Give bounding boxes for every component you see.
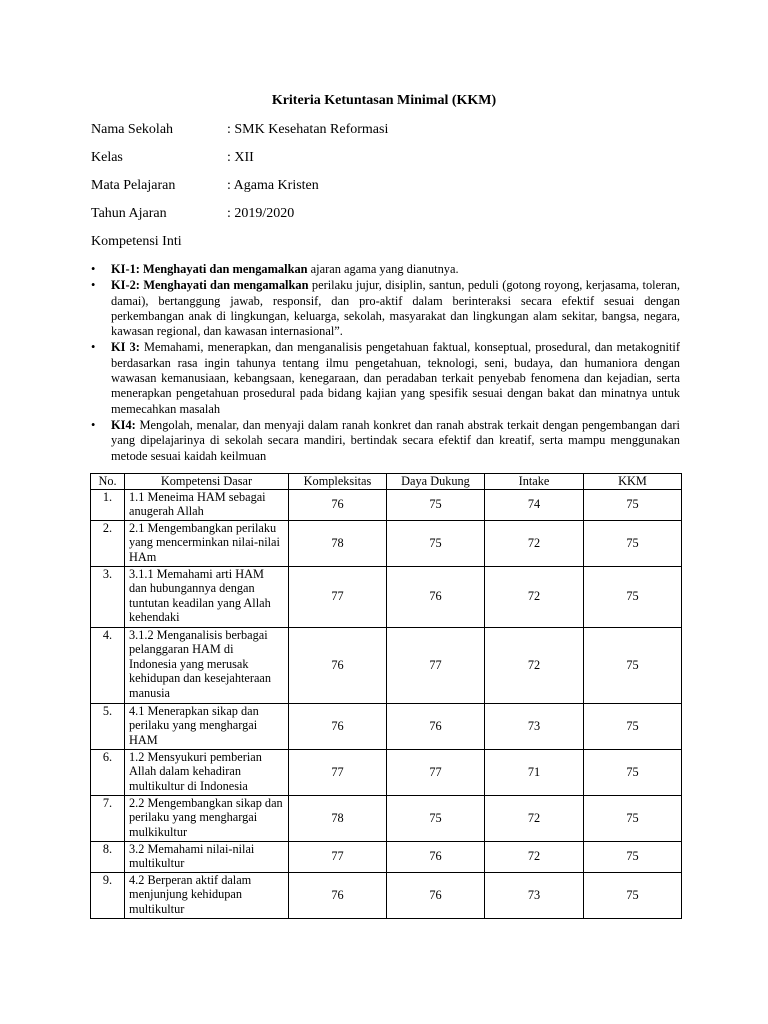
cell-intake: 71 bbox=[485, 749, 584, 795]
cell-daya-dukung: 76 bbox=[387, 566, 485, 627]
cell-kompetensi-dasar: 3.1.1 Memahami arti HAM dan hubungannya dengan tuntutan keadilan yang Allah kehendaki bbox=[125, 566, 289, 627]
ki-item-4 bbox=[91, 418, 680, 464]
header-intake: Intake bbox=[485, 474, 584, 490]
ki-heading: Kompetensi Inti bbox=[91, 234, 182, 249]
info-label: Tahun Ajaran bbox=[91, 206, 167, 221]
document-title: Kriteria Ketuntasan Minimal (KKM) bbox=[271, 93, 497, 108]
cell-no: 2. bbox=[91, 520, 125, 566]
cell-daya-dukung: 77 bbox=[387, 749, 485, 795]
ki-text: perilaku jujur, disiplin, santun, peduli (gotong royong, kerjasama, toleran, damai), bertanggung jawab, responsif, dan pro-aktif dalam berinteraksi secara efektif sesuai dengan perkembangan anak di lingkungan, keluarga, sekolah, masyarakat dan lingkungan alam sekitar, bangsa, negara, kawasan regional, dan kawasan internasional”. bbox=[111, 278, 680, 339]
cell-kompleksitas: 76 bbox=[289, 489, 387, 520]
cell-intake: 74 bbox=[485, 489, 584, 520]
cell-kkm: 75 bbox=[584, 872, 682, 918]
cell-kompetensi-dasar: 3.2 Memahami nilai-nilai multikultur bbox=[125, 841, 289, 872]
ki-label: KI-1: Menghayati dan mengamalkan bbox=[111, 262, 308, 276]
table-row bbox=[91, 749, 682, 795]
cell-kkm: 75 bbox=[584, 627, 682, 703]
cell-daya-dukung: 75 bbox=[387, 795, 485, 841]
cell-daya-dukung: 76 bbox=[387, 872, 485, 918]
ki-label: KI-2: Menghayati dan mengamalkan bbox=[111, 278, 309, 293]
cell-no: 3. bbox=[91, 566, 125, 627]
header-no: No. bbox=[91, 474, 125, 490]
cell-kkm: 75 bbox=[584, 703, 682, 749]
header-kompetensi-dasar: Kompetensi Dasar bbox=[125, 474, 289, 490]
cell-kkm: 75 bbox=[584, 841, 682, 872]
table-header-row bbox=[91, 474, 682, 490]
cell-kompleksitas: 76 bbox=[289, 703, 387, 749]
info-value: : Agama Kristen bbox=[227, 178, 319, 193]
header-daya-dukung: Daya Dukung bbox=[387, 474, 485, 490]
cell-kompetensi-dasar: 4.2 Berperan aktif dalam menjunjung kehidupan multikultur bbox=[125, 872, 289, 918]
cell-kompleksitas: 78 bbox=[289, 520, 387, 566]
cell-daya-dukung: 75 bbox=[387, 520, 485, 566]
cell-kkm: 75 bbox=[584, 749, 682, 795]
cell-intake: 72 bbox=[485, 841, 584, 872]
cell-kompetensi-dasar: 2.2 Mengembangkan sikap dan perilaku yang menghargai mulkikultur bbox=[125, 795, 289, 841]
cell-intake: 72 bbox=[485, 795, 584, 841]
bullet: • bbox=[91, 417, 96, 432]
cell-no: 7. bbox=[91, 795, 125, 841]
ki-item-1 bbox=[91, 262, 680, 277]
cell-kompleksitas: 77 bbox=[289, 749, 387, 795]
cell-no: 6. bbox=[91, 749, 125, 795]
info-value: : 2019/2020 bbox=[227, 206, 295, 221]
cell-kompetensi-dasar: 3.1.2 Menganalisis berbagai pelanggaran HAM di Indonesia yang merusak kehidupan dan kesejahteraan manusia bbox=[125, 627, 289, 703]
cell-kkm: 75 bbox=[584, 489, 682, 520]
cell-intake: 73 bbox=[485, 872, 584, 918]
cell-no: 1. bbox=[91, 489, 125, 520]
cell-intake: 73 bbox=[485, 703, 584, 749]
info-label: Mata Pelajaran bbox=[91, 178, 176, 193]
ki-item-2 bbox=[91, 278, 680, 339]
cell-intake: 72 bbox=[485, 520, 584, 566]
kkm-table bbox=[90, 473, 682, 919]
ki-text: Mengolah, menalar, dan menyaji dalam ranah konkret dan ranah abstrak terkait dengan pengembangan dari yang dipelajarinya di sekolah secara mandiri, bertindak secara efektif dan kreatif, serta mampu menggunakan metode sesuai kaidah keilmuan bbox=[111, 417, 680, 463]
cell-kkm: 75 bbox=[584, 520, 682, 566]
ki-list bbox=[91, 262, 680, 465]
cell-no: 5. bbox=[91, 703, 125, 749]
table-row bbox=[91, 520, 682, 566]
cell-kompleksitas: 76 bbox=[289, 872, 387, 918]
table-row bbox=[91, 627, 682, 703]
cell-kompleksitas: 76 bbox=[289, 627, 387, 703]
cell-kompetensi-dasar: 4.1 Menerapkan sikap dan perilaku yang menghargai HAM bbox=[125, 703, 289, 749]
bullet: • bbox=[91, 262, 96, 276]
cell-daya-dukung: 76 bbox=[387, 703, 485, 749]
cell-intake: 72 bbox=[485, 566, 584, 627]
cell-daya-dukung: 76 bbox=[387, 841, 485, 872]
info-value: : XII bbox=[227, 150, 254, 165]
header-kompleksitas: Kompleksitas bbox=[289, 474, 387, 490]
table-row bbox=[91, 841, 682, 872]
ki-label: KI4: bbox=[111, 417, 136, 432]
bullet: • bbox=[91, 278, 96, 293]
table-row bbox=[91, 795, 682, 841]
ki-text: ajaran agama yang dianutnya. bbox=[307, 262, 459, 276]
cell-kompleksitas: 77 bbox=[289, 566, 387, 627]
cell-kkm: 75 bbox=[584, 795, 682, 841]
table-row bbox=[91, 489, 682, 520]
cell-kkm: 75 bbox=[584, 566, 682, 627]
cell-kompleksitas: 77 bbox=[289, 841, 387, 872]
cell-kompleksitas: 78 bbox=[289, 795, 387, 841]
cell-no: 9. bbox=[91, 872, 125, 918]
ki-label: KI 3: bbox=[111, 340, 140, 355]
info-label: Nama Sekolah bbox=[91, 122, 174, 137]
info-label: Kelas bbox=[91, 150, 123, 165]
header-kkm: KKM bbox=[584, 474, 682, 490]
info-value: : SMK Kesehatan Reformasi bbox=[227, 122, 389, 137]
table-row bbox=[91, 872, 682, 918]
bullet: • bbox=[91, 340, 96, 355]
cell-kompetensi-dasar: 1.1 Meneima HAM sebagai anugerah Allah bbox=[125, 489, 289, 520]
cell-no: 4. bbox=[91, 627, 125, 703]
cell-kompetensi-dasar: 1.2 Mensyukuri pemberian Allah dalam kehadiran multikultur di Indonesia bbox=[125, 749, 289, 795]
table-row bbox=[91, 703, 682, 749]
ki-text: Memahami, menerapkan, dan menganalisis pengetahuan faktual, konseptual, prosedural, dan metakognitif berdasarkan rasa ingin tahunya tentang ilmu pengetahuan, teknologi, seni, budaya, dan humaniora dengan wawasan kemanusiaan, kebangsaan, kenegaraan, dan peradaban terkait penyebab fenomena dan kejadian, serta menerapkan pengetahuan prosedural pada bidang kajian yang spesifik sesuai dengan bakat dan minatnya untuk memecahkan masalah bbox=[111, 340, 680, 416]
table-row bbox=[91, 566, 682, 627]
ki-item-3 bbox=[91, 340, 680, 416]
cell-no: 8. bbox=[91, 841, 125, 872]
cell-daya-dukung: 77 bbox=[387, 627, 485, 703]
cell-intake: 72 bbox=[485, 627, 584, 703]
cell-kompetensi-dasar: 2.1 Mengembangkan perilaku yang mencerminkan nilai-nilai HAm bbox=[125, 520, 289, 566]
cell-daya-dukung: 75 bbox=[387, 489, 485, 520]
